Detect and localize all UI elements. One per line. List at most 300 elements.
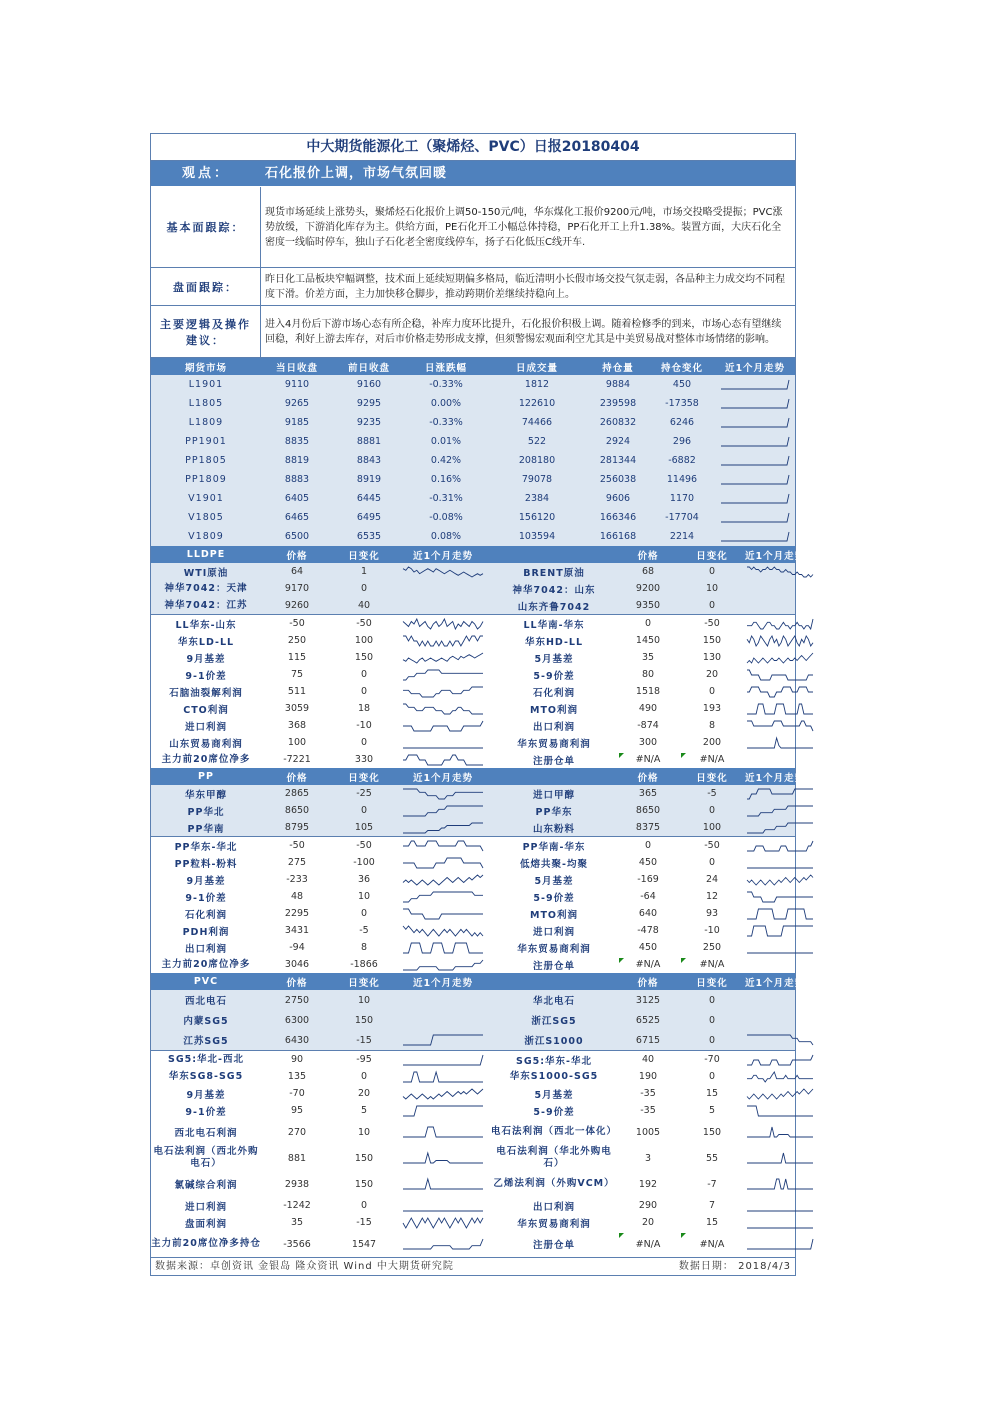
open-interest-change: -17704	[649, 508, 715, 527]
change-right: 15	[705, 1217, 719, 1228]
price-left: 6300	[261, 1010, 333, 1030]
strategy-row	[151, 306, 795, 358]
trend-right	[745, 1231, 795, 1257]
item-name-right: 5月基差	[534, 1089, 574, 1101]
pvc-row	[151, 1231, 795, 1257]
sparkline-path	[403, 1127, 483, 1137]
trend-right	[745, 597, 795, 615]
volume: 122610	[487, 394, 587, 413]
change-right: 0	[679, 1010, 745, 1030]
trend-sparkline-left	[401, 1070, 485, 1084]
sparkline-path	[403, 670, 483, 680]
daily-change-pct: -0.31%	[405, 489, 487, 508]
price-right: 190	[638, 1071, 658, 1082]
item-name-left: 9月基差	[186, 653, 226, 665]
price-left: 64	[261, 563, 333, 580]
trend-sparkline	[719, 492, 791, 505]
item-name-left: 主力前20席位净多	[161, 958, 251, 970]
trend-sparkline-right	[745, 1053, 815, 1067]
pp-row	[151, 956, 795, 973]
trend-sparkline-right	[745, 873, 815, 887]
lldpe-header-cell: 价格	[617, 546, 679, 563]
item-name-right: 华东贸易商利润	[517, 1218, 591, 1230]
trend-right	[745, 615, 795, 633]
item-name-right: 低熔共聚-均聚	[520, 858, 588, 870]
trend-cell	[715, 432, 795, 451]
futures-row	[151, 394, 795, 413]
pp-header-cell: 近1个月走势	[395, 768, 491, 785]
sparkline-path	[747, 738, 813, 748]
item-name-left: 氯碱综合利润	[174, 1180, 238, 1191]
trend-sparkline-right	[745, 924, 815, 938]
sparkline-path	[747, 892, 813, 902]
trend-right	[745, 854, 795, 871]
strategy-label: 主要逻辑及操作建议：	[151, 306, 261, 357]
price-left: 368	[287, 720, 307, 731]
price-right: -35	[640, 1105, 656, 1116]
trend-left	[395, 1085, 491, 1102]
trend-sparkline-left	[401, 702, 485, 716]
price-left: 270	[287, 1126, 307, 1138]
trend-sparkline-right	[745, 668, 815, 682]
price-right: 3	[644, 1152, 652, 1164]
item-name-left: 进口利润	[184, 721, 227, 733]
trend-left	[395, 785, 491, 802]
price-left: 2938	[284, 1178, 310, 1190]
sparkline-path	[721, 380, 789, 389]
price-left: 100	[287, 737, 307, 748]
item-name-right: 华北电石	[491, 990, 617, 1010]
price-right: 20	[641, 1217, 655, 1228]
trend-sparkline-left	[401, 1125, 485, 1139]
trend-left	[395, 888, 491, 905]
price-right: 1518	[635, 686, 661, 697]
pp-header-cell: PP	[151, 768, 261, 785]
futures-row	[151, 508, 795, 527]
price-left: 8650	[261, 802, 333, 819]
pvc-header-cell	[491, 973, 617, 990]
market-label: 盘面跟踪：	[151, 268, 261, 305]
daily-report-sheet	[150, 133, 806, 1276]
price-right: #N/A	[617, 1231, 679, 1257]
trend-sparkline-left	[401, 565, 485, 579]
trend-left	[395, 922, 491, 939]
trend-left	[395, 1051, 491, 1069]
price-left: 2750	[261, 990, 333, 1010]
futures-header-cell: 前日收盘	[333, 358, 405, 375]
change-left: 100	[354, 635, 374, 646]
item-name-left: 电石法利润（西北外购电石）	[153, 1146, 259, 1169]
trend-sparkline-left	[401, 1087, 485, 1101]
volume: 2384	[487, 489, 587, 508]
contract-name: V1805	[151, 508, 261, 527]
change-left: -95	[333, 1051, 395, 1069]
prev-close: 9160	[333, 375, 405, 394]
view-row	[151, 161, 795, 187]
trend-right	[745, 1030, 795, 1051]
trend-right	[745, 683, 795, 700]
pvc-row	[151, 1145, 795, 1171]
trend-right	[745, 1119, 795, 1145]
trend-right	[745, 1171, 795, 1197]
price-right: -64	[640, 891, 656, 902]
item-name-right: BRENT原油	[491, 563, 617, 580]
change-left: 0	[360, 908, 368, 919]
item-name-left: SG5:华北-西北	[151, 1051, 261, 1069]
trend-sparkline	[719, 511, 791, 524]
price-left: 2865	[261, 785, 333, 802]
trend-sparkline-left	[401, 873, 485, 887]
pvc-table	[151, 973, 806, 1257]
item-name-right: PP华南-华东	[491, 837, 617, 855]
change-left: 0	[360, 1071, 368, 1082]
sparkline-path	[403, 1055, 483, 1065]
trend-right	[745, 1102, 795, 1119]
pp-row	[151, 785, 795, 802]
change-left: 0	[360, 737, 368, 748]
item-name-right: LL华南-华东	[491, 615, 617, 633]
price-right: 68	[617, 563, 679, 580]
trend-sparkline-left	[401, 668, 485, 682]
contract-name: V1809	[151, 527, 261, 546]
pp-header-cell: 日变化	[333, 768, 395, 785]
sparkline-path	[747, 1055, 813, 1065]
trend-sparkline	[719, 416, 791, 429]
item-name-left: CTO利润	[183, 704, 229, 716]
open-interest: 9606	[587, 489, 649, 508]
futures-row	[151, 375, 795, 394]
daily-change-pct: 0.01%	[405, 432, 487, 451]
trend-sparkline-right	[745, 719, 815, 733]
trend-sparkline-right	[745, 804, 815, 818]
trend-left	[395, 819, 491, 837]
price-right: 35	[641, 652, 655, 663]
daily-change-pct: -0.33%	[405, 375, 487, 394]
contract-name: PP1805	[151, 451, 261, 470]
open-interest-change: 450	[649, 375, 715, 394]
trend-sparkline-left	[401, 1199, 485, 1213]
change-right: 0	[679, 1030, 745, 1051]
sparkline-path	[747, 875, 813, 885]
change-right: 0	[679, 563, 745, 580]
trend-sparkline-right	[745, 907, 815, 921]
footer	[151, 1257, 795, 1275]
price-left: -50	[261, 615, 333, 633]
price-right: 9200	[617, 580, 679, 597]
change-right: 0	[708, 1071, 716, 1082]
change-right: 10	[679, 580, 745, 597]
trend-left	[395, 717, 491, 734]
change-left: 18	[357, 703, 371, 714]
item-name-right: 注册仓单	[532, 755, 575, 767]
trend-sparkline-right	[745, 1199, 815, 1213]
sparkline-path	[747, 1127, 813, 1137]
prev-close: 6495	[333, 508, 405, 527]
trend-sparkline-left	[401, 1013, 485, 1027]
close-price: 8883	[261, 470, 333, 489]
item-name-right: 5-9价差	[533, 670, 575, 682]
close-price: 6500	[261, 527, 333, 546]
trend-sparkline-left	[401, 993, 485, 1007]
change-right: 150	[702, 1126, 722, 1138]
trend-right	[745, 1051, 795, 1069]
daily-change-pct: 0.42%	[405, 451, 487, 470]
item-name-right: 浙江SG5	[491, 1010, 617, 1030]
sparkline-path	[747, 636, 813, 646]
change-right: 250	[702, 942, 722, 953]
sparkline-path	[403, 841, 483, 851]
change-right: #N/A	[679, 751, 745, 768]
pvc-header-cell: 日变化	[679, 973, 745, 990]
view-label: 观点：	[181, 166, 230, 181]
price-right: 290	[638, 1200, 658, 1211]
change-right: -5	[679, 785, 745, 802]
pvc-header-cell: 日变化	[333, 973, 395, 990]
change-right: -50	[679, 837, 745, 855]
sparkline-path	[747, 789, 813, 799]
item-name-left: 内蒙SG5	[151, 1010, 261, 1030]
sparkline-path	[747, 1089, 813, 1099]
item-name-right: MTO利润	[529, 909, 578, 921]
futures-header-cell: 日涨跌幅	[405, 358, 487, 375]
change-right: 200	[702, 737, 722, 748]
pp-row	[151, 854, 795, 871]
price-left: 3431	[284, 925, 310, 936]
change-right: 150	[702, 635, 722, 646]
trend-sparkline-left	[401, 856, 485, 870]
fundamental-label: 基本面跟踪：	[151, 187, 261, 267]
trend-sparkline-left	[401, 890, 485, 904]
change-right: -70	[679, 1051, 745, 1069]
item-name-left: 华东甲醇	[151, 785, 261, 802]
sparkline-path	[403, 1035, 483, 1045]
lldpe-row	[151, 563, 795, 580]
open-interest: 2924	[587, 432, 649, 451]
trend-left	[395, 597, 491, 615]
change-right: -10	[704, 925, 720, 936]
sparkline-path	[747, 1153, 813, 1163]
price-left: 75	[290, 669, 304, 680]
change-left: 150	[354, 652, 374, 663]
item-name-right: 乙烯法利润（外购VCM）	[493, 1178, 615, 1189]
volume: 1812	[487, 375, 587, 394]
price-left: 250	[287, 635, 307, 646]
sparkline-path	[403, 636, 483, 646]
item-name-right: 山东粉料	[491, 819, 617, 837]
item-name-right: 5月基差	[534, 653, 574, 665]
change-left: 40	[333, 597, 395, 615]
pp-header-cell: 价格	[261, 768, 333, 785]
price-left: 90	[261, 1051, 333, 1069]
sparkline-path	[403, 909, 483, 919]
price-left: 6430	[261, 1030, 333, 1051]
fundamental-text: 现货市场延续上涨势头，聚烯烃石化报价上调50-150元/吨，华东煤化工报价9200元/吨，市场交投略受提振；PVC涨势放缓，下游消化库存为主。供给方面，PE石化开工小幅总体持稳，PP石化开工上升1.38%。装置方面，大庆石化全密度一线临时停车，独山子石化老全密度线停车，扬子石化低压C线开车.	[265, 206, 783, 248]
pp-header-row	[151, 768, 795, 785]
trend-sparkline-right	[745, 617, 815, 631]
item-name-left: 主力前20席位净多	[161, 753, 251, 765]
trend-right	[745, 1214, 795, 1231]
price-left: 275	[287, 857, 307, 868]
contract-name: L1805	[151, 394, 261, 413]
close-price: 9185	[261, 413, 333, 432]
trend-left	[395, 854, 491, 871]
futures-header-cell: 近1个月走势	[715, 358, 795, 375]
contract-name: L1901	[151, 375, 261, 394]
futures-row	[151, 527, 795, 546]
pp-row	[151, 871, 795, 888]
trend-sparkline-right	[745, 702, 815, 716]
trend-sparkline-right	[745, 1087, 815, 1101]
trend-left	[395, 700, 491, 717]
prev-close: 8919	[333, 470, 405, 489]
pvc-header-row	[151, 973, 795, 990]
trend-sparkline-left	[401, 685, 485, 699]
trend-cell	[715, 375, 795, 394]
price-left: 881	[287, 1152, 307, 1164]
trend-sparkline-left	[401, 821, 485, 835]
strategy-text: 进入4月份后下游市场心态有所企稳，补库力度环比提升，石化报价积极上调。随着检修季的到来，市场心态有望继续回稳，利好上游去库存，对后市价格走势形成支撑，但须警惕宏观面利空尤其是中美贸易战对整体市场情绪的影响。	[265, 318, 782, 345]
trend-sparkline-right	[745, 839, 815, 853]
sparkline-path	[747, 687, 813, 697]
change-right: 0	[679, 802, 745, 819]
trend-right	[745, 802, 795, 819]
trend-sparkline	[719, 397, 791, 410]
item-name-left: 西北电石	[151, 990, 261, 1010]
prev-close: 6535	[333, 527, 405, 546]
trend-left	[395, 615, 491, 633]
sparkline-path	[403, 789, 483, 799]
trend-sparkline-left	[401, 719, 485, 733]
trend-sparkline-right	[745, 1013, 815, 1027]
change-left: -50	[333, 615, 395, 633]
change-right: 0	[708, 686, 716, 697]
price-left: -94	[289, 942, 305, 953]
change-left: -100	[353, 857, 375, 868]
open-interest: 256038	[587, 470, 649, 489]
pp-header-cell: 价格	[617, 768, 679, 785]
pp-row	[151, 819, 795, 837]
pvc-row	[151, 1085, 795, 1102]
price-right: 640	[638, 908, 658, 919]
lldpe-header-cell: 日变化	[333, 546, 395, 563]
sparkline-path	[403, 806, 483, 816]
trend-sparkline-right	[745, 582, 815, 596]
trend-sparkline-left	[401, 1216, 485, 1230]
trend-sparkline-right	[745, 736, 815, 750]
change-left: 0	[333, 802, 395, 819]
item-name-right: 华东HD-LL	[524, 636, 584, 648]
lldpe-header-cell	[491, 546, 617, 563]
trend-sparkline	[719, 454, 791, 467]
item-name-right: SG5:华东-华北	[491, 1051, 617, 1069]
trend-sparkline-right	[745, 1104, 815, 1118]
sparkline-path	[747, 841, 813, 851]
trend-sparkline-right	[745, 1033, 815, 1047]
trend-left	[395, 1214, 491, 1231]
trend-left	[395, 734, 491, 751]
change-right: -50	[679, 615, 745, 633]
trend-right	[745, 666, 795, 683]
change-right: 100	[679, 819, 745, 837]
trend-sparkline-right	[745, 787, 815, 801]
open-interest: 166346	[587, 508, 649, 527]
trend-sparkline-left	[401, 804, 485, 818]
price-left: 511	[287, 686, 307, 697]
pp-row	[151, 802, 795, 819]
trend-sparkline	[719, 473, 791, 486]
sparkline-path	[721, 437, 789, 446]
sparkline-path	[403, 1218, 483, 1228]
item-name-right: 石化利润	[532, 687, 575, 699]
change-left: -15	[333, 1030, 395, 1051]
trend-left	[395, 1119, 491, 1145]
change-left: -50	[333, 837, 395, 855]
change-left: 0	[360, 669, 368, 680]
price-right: 80	[641, 669, 655, 680]
daily-change-pct: 0.00%	[405, 394, 487, 413]
volume: 74466	[487, 413, 587, 432]
price-right: 6525	[617, 1010, 679, 1030]
change-right: 0	[679, 597, 745, 615]
item-name-right: 5-9价差	[533, 892, 575, 904]
data-source: 数据来源：卓创资讯 金银岛 隆众资讯 Wind 中大期货研究院	[155, 1261, 454, 1272]
trend-cell	[715, 527, 795, 546]
pp-header-cell: 近1个月走势	[745, 768, 795, 785]
open-interest-change: 2214	[649, 527, 715, 546]
change-right: 24	[705, 874, 719, 885]
trend-left	[395, 1171, 491, 1197]
price-right: 6715	[617, 1030, 679, 1051]
lldpe-row	[151, 700, 795, 717]
trend-left	[395, 751, 491, 768]
trend-left	[395, 905, 491, 922]
futures-header-cell: 日成交量	[487, 358, 587, 375]
sparkline-path	[403, 1179, 483, 1189]
trend-cell	[715, 451, 795, 470]
sparkline-path	[403, 892, 483, 902]
sparkline-path	[721, 399, 789, 408]
item-name-right: 山东齐鲁7042	[491, 597, 617, 615]
trend-cell	[715, 394, 795, 413]
futures-header-cell: 当日收盘	[261, 358, 333, 375]
prev-close: 9295	[333, 394, 405, 413]
pvc-header-cell: 近1个月走势	[395, 973, 491, 990]
sparkline-path	[747, 823, 813, 833]
open-interest-change: 11496	[649, 470, 715, 489]
trend-right	[745, 905, 795, 922]
item-name-left: 神华7042：天津	[151, 580, 261, 597]
daily-change-pct: -0.08%	[405, 508, 487, 527]
item-name-right: 出口利润	[532, 1201, 575, 1213]
pvc-row	[151, 1171, 795, 1197]
prev-close: 8843	[333, 451, 405, 470]
trend-sparkline-right	[745, 1177, 815, 1191]
sparkline-path	[747, 1179, 813, 1189]
change-right: #N/A	[679, 956, 745, 973]
trend-right	[745, 563, 795, 580]
item-name-right: MTO利润	[529, 704, 578, 716]
sparkline-path	[403, 960, 483, 970]
item-name-left: 进口利润	[184, 1201, 227, 1213]
trend-sparkline-left	[401, 1237, 485, 1251]
open-interest-change: -17358	[649, 394, 715, 413]
sparkline-path	[747, 806, 813, 816]
lldpe-header-row	[151, 546, 795, 563]
trend-right	[745, 1197, 795, 1214]
pp-header-cell	[491, 768, 617, 785]
trend-sparkline-left	[401, 1053, 485, 1067]
change-right: 12	[705, 891, 719, 902]
